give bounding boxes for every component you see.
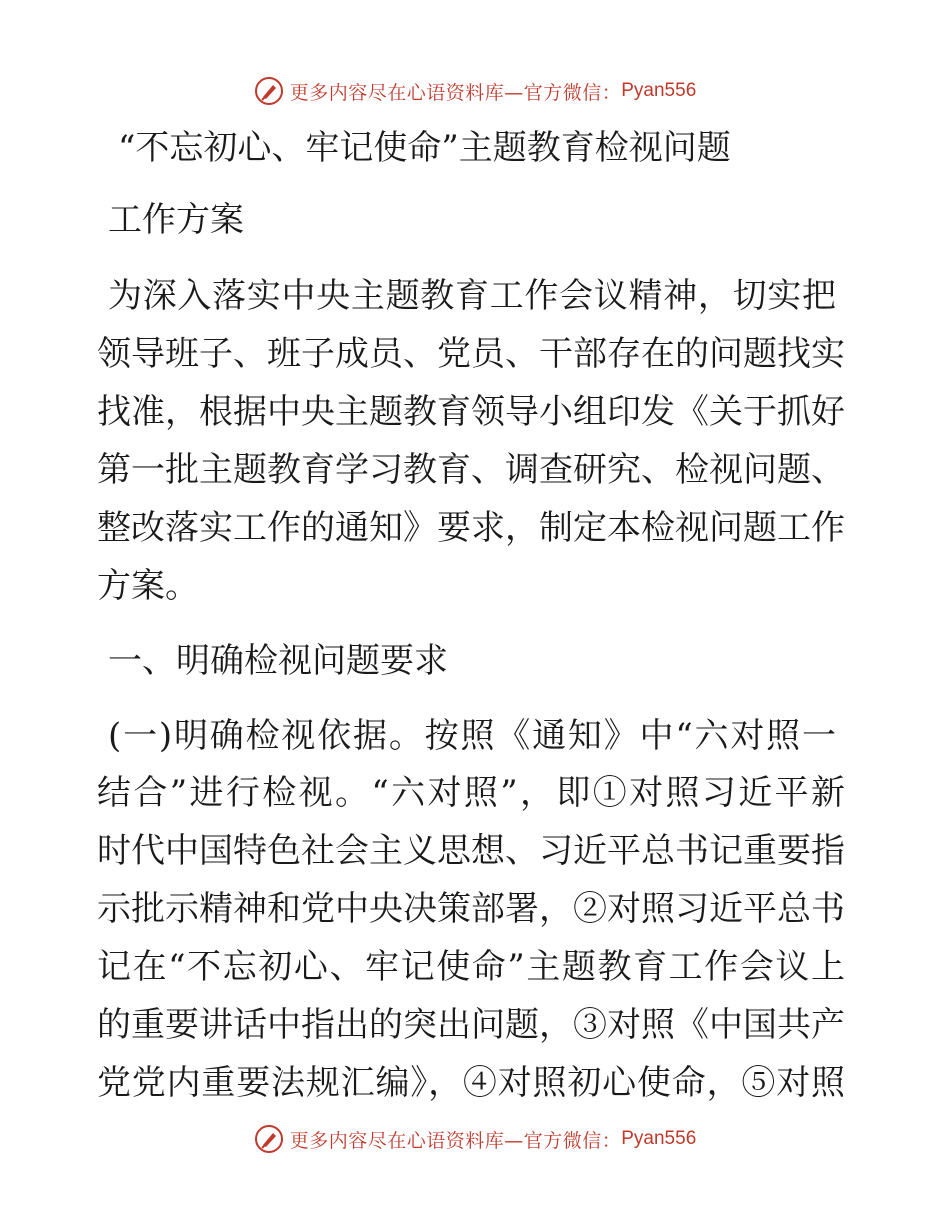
watermark-wechat-id: Pyan556 bbox=[621, 1128, 697, 1149]
document-title-line-2: 工作方案 bbox=[108, 200, 244, 240]
subsection-1-line-2: 结合”进行检视。“六对照”，即①对照习近平新 bbox=[97, 773, 845, 813]
intro-line-1: 为深入落实中央主题教育工作会议精神，切实把 bbox=[108, 276, 836, 316]
intro-line-2: 领导班子、班子成员、党员、干部存在的问题找实 bbox=[97, 334, 845, 374]
document-title-line-1: “不忘初心、牢记使命”主题教育检视问题 bbox=[118, 128, 731, 168]
watermark-header bbox=[0, 76, 950, 106]
subsection-1-line-5: 记在“不忘初心、牢记使命”主题教育工作会议上 bbox=[97, 947, 845, 987]
subsection-1-line-1: (一)明确检视依据。按照《通知》中“六对照一 bbox=[108, 716, 836, 756]
quill-pen-logo-icon bbox=[254, 1124, 284, 1154]
watermark-footer bbox=[0, 1124, 950, 1154]
subsection-1-line-4: 示批示精神和党中央决策部署，②对照习近平总书 bbox=[97, 889, 845, 929]
watermark-text: 更多内容尽在心语资料库—官方微信： bbox=[289, 81, 622, 104]
subsection-1-line-7: 党党内重要法规汇编》，④对照初心使命，⑤对照 bbox=[97, 1063, 845, 1103]
intro-line-4: 第一批主题教育学习教育、调查研究、检视问题、 bbox=[97, 450, 845, 490]
subsection-1-line-3: 时代中国特色社会主义思想、习近平总书记重要指 bbox=[97, 831, 845, 871]
section-1-heading: 一、明确检视问题要求 bbox=[108, 641, 448, 681]
watermark-text: 更多内容尽在心语资料库—官方微信： bbox=[289, 1129, 622, 1152]
quill-pen-logo-icon bbox=[254, 76, 284, 106]
intro-line-3: 找准，根据中央主题教育领导小组印发《关于抓好 bbox=[97, 392, 845, 432]
intro-line-5: 整改落实工作的通知》要求，制定本检视问题工作 bbox=[97, 508, 845, 548]
subsection-1-line-6: 的重要讲话中指出的突出问题，③对照《中国共产 bbox=[97, 1005, 845, 1045]
watermark-wechat-id: Pyan556 bbox=[621, 80, 697, 101]
intro-line-6: 方案。 bbox=[97, 566, 199, 606]
